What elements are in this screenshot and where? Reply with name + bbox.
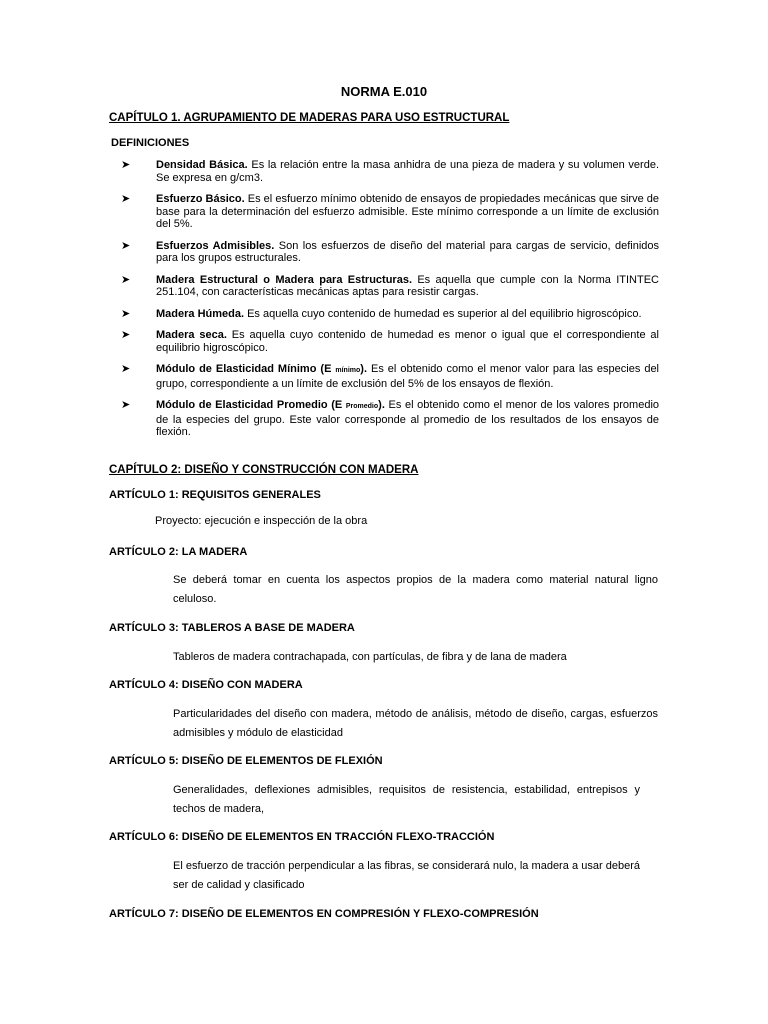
document-title: NORMA E.010 (340, 84, 428, 99)
article-title: ARTÍCULO 1: REQUISITOS GENERALES (109, 489, 321, 501)
arrowhead-icon: ➤ (121, 307, 131, 320)
definitions-label: DEFINICIONES (111, 137, 190, 149)
article-title: ARTÍCULO 3: TABLEROS A BASE DE MADERA (109, 622, 355, 634)
chapter-1-heading: CAPÍTULO 1. AGRUPAMIENTO DE MADERAS PARA USO ESTRUCTURAL (109, 112, 510, 124)
definition-item: ➤ Madera seca. Es aquella cuyo contenido de humedad es menor o igual que el correspondiente al equilibrio higroscópico. (121, 329, 659, 354)
definition-item: ➤ Madera Húmeda. Es aquella cuyo contenido de humedad es superior al del equilibrio higroscópico. (121, 307, 642, 320)
arrowhead-icon: ➤ (121, 193, 131, 205)
article-title: ARTÍCULO 7: DISEÑO DE ELEMENTOS EN COMPRESIÓN Y FLEXO-COMPRESIÓN (109, 908, 539, 920)
definition-item: ➤ Esfuerzo Básico. Es el esfuerzo mínimo obtenido de ensayos de propiedades mecánicas que sirve de base para la determinación del esfuerzo admisible. Este mínimo corresponde a un límite de exclusión del 5%. (121, 193, 660, 230)
definition-item: ➤ Densidad Básica. Es la relación entre la masa anhidra de una pieza de madera y su volumen verde. Se expresa en g/cm3. (121, 159, 660, 184)
article-title: ARTÍCULO 5: DISEÑO DE ELEMENTOS DE FLEXIÓN (109, 755, 383, 767)
definition-item: ➤ Módulo de Elasticidad Mínimo (E mínimo). Es el obtenido como el menor valor para las especies del grupo, correspondiente a un límite de exclusión del 5% de los ensayos de flexión. (121, 363, 659, 390)
arrowhead-icon: ➤ (121, 239, 131, 252)
article-body: Generalidades, deflexiones admisibles, requisitos de resistencia, estabilidad, entrepisos y techos de madera, (173, 784, 640, 815)
definition-item: ➤ Esfuerzos Admisibles. Son los esfuerzos de diseño del material para cargas de servicio, definidos para los grupos estructurales. (121, 239, 659, 264)
article-title: ARTÍCULO 4: DISEÑO CON MADERA (109, 679, 303, 691)
arrowhead-icon: ➤ (121, 399, 131, 411)
article-body: Proyecto: ejecución e inspección de la obra (155, 515, 368, 527)
article-title: ARTÍCULO 2: LA MADERA (109, 546, 248, 558)
definition-item: ➤ Madera Estructural o Madera para Estructuras. Es aquella que cumple con la Norma ITINTEC 251.104, con características mecánicas aptas para resistir cargas. (121, 273, 659, 298)
article-body: El esfuerzo de tracción perpendicular a las fibras, se considerará nulo, la madera a usar deberá ser de calidad y clasificado (173, 860, 640, 891)
article-body: Se deberá tomar en cuenta los aspectos propios de la madera como material natural ligno celuloso. (173, 574, 658, 605)
article-body: Tableros de madera contrachapada, con partículas, de fibra y de lana de madera (173, 651, 567, 663)
arrowhead-icon: ➤ (121, 159, 131, 171)
article-body: Particularidades del diseño con madera, método de análisis, método de diseño, cargas, esfuerzos admisibles y módulo de elasticidad (173, 708, 658, 739)
arrowhead-icon: ➤ (121, 329, 131, 341)
chapter-2-heading: CAPÍTULO 2: DISEÑO Y CONSTRUCCIÓN CON MADERA (109, 464, 419, 476)
definition-item: ➤ Módulo de Elasticidad Promedio (E Promedio). Es el obtenido como el menor de los valores promedio de la especies del grupo. Este valor corresponde al promedio de los resultados de los ensayos de flexión. (121, 399, 660, 438)
arrowhead-icon: ➤ (121, 363, 131, 375)
arrowhead-icon: ➤ (121, 273, 131, 286)
article-title: ARTÍCULO 6: DISEÑO DE ELEMENTOS EN TRACCIÓN FLEXO-TRACCIÓN (109, 831, 495, 843)
definitions-list (109, 159, 659, 439)
